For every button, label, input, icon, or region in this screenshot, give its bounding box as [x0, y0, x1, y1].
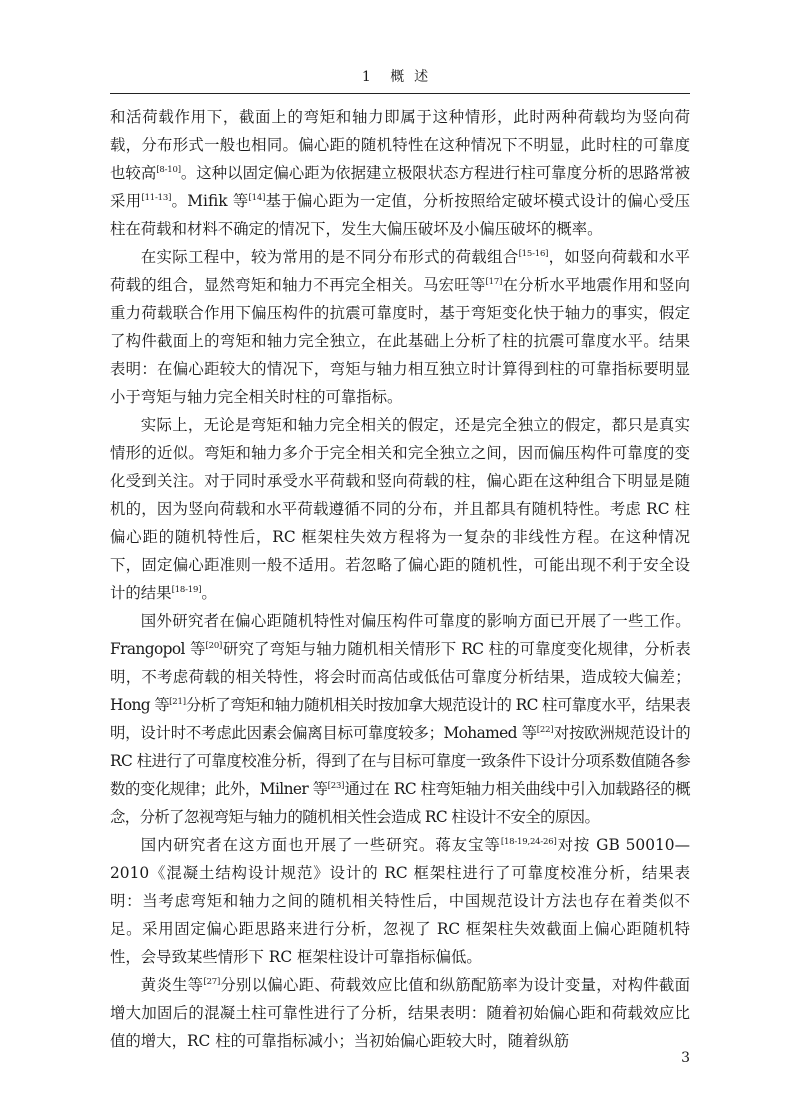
- citation-ref: [8-10]: [156, 164, 181, 175]
- paragraph-text: 分析了弯矩和轴力随机相关时按加拿大规范设计的 RC 柱可靠度水平，结果表明，设计时不考虑此因素会偏离目标可靠度较多；Mohamed 等: [110, 696, 690, 742]
- paragraph: [110, 971, 690, 1055]
- paragraph: [110, 607, 690, 831]
- paragraph-text: 。Mifik 等: [171, 192, 249, 210]
- citation-ref: [20]: [205, 640, 223, 651]
- paragraph-text: 国外研究者在偏心距随机特性对偏压构件可靠度的影响方面已开展了一些工作。Frangopol 等: [110, 612, 690, 658]
- paragraph-text: ，如竖向荷载和水平荷载的组合，显然弯矩和轴力不再完全相关。马宏旺等: [110, 248, 690, 294]
- paragraph: [110, 243, 690, 411]
- citation-ref: [15-16]: [518, 248, 549, 259]
- body-text: [110, 103, 690, 1055]
- running-header: [0, 66, 800, 86]
- paragraph-text: 基于偏心距为一定值，分析按照给定破坏模式设计的偏心受压柱在荷载和材料不确定的情况下，发生大偏压破坏及小偏压破坏的概率。: [110, 192, 690, 238]
- chapter-number: 1: [361, 69, 372, 85]
- paragraph-text: 在实际工程中，较为常用的是不同分布形式的荷载组合: [140, 248, 519, 266]
- citation-ref: [22]: [536, 724, 554, 735]
- paragraph: [110, 411, 690, 607]
- page-number: 3: [681, 1050, 690, 1066]
- citation-ref: [23]: [327, 780, 345, 791]
- citation-ref: [27]: [203, 976, 221, 987]
- paragraph-text: 通过在 RC 柱弯矩轴力相关曲线中引入加载路径的概念，分析了忽视弯矩与轴力的随机相关性会造成 RC 柱设计不安全的原因。: [110, 780, 690, 826]
- chapter-title: 概述: [390, 69, 439, 85]
- paragraph-text: 黄炎生等: [140, 976, 204, 994]
- citation-ref: [18-19]: [171, 584, 202, 595]
- paragraph-text: 对按 GB 50010—2010《混凝土结构设计规范》设计的 RC 框架柱进行了可靠度校准分析，结果表明：当考虑弯矩和轴力之间的随机相关特性后，中国规范设计方法也存在着类似不足。采用固定偏心距思路来进行分析，忽视了 RC 框架柱失效截面上偏心距随机特性，会导致某些情形下 RC 框架柱设计可靠指标偏低。: [110, 836, 690, 966]
- header-rule: [110, 93, 690, 94]
- paragraph-text: 和活荷载作用下，截面上的弯矩和轴力即属于这种情形，此时两种荷载均为竖向荷载，分布形式一般也相同。偏心距的随机特性在这种情况下不明显，此时柱的可靠度也较高: [110, 108, 690, 182]
- paragraph-text: 研究了弯矩与轴力随机相关情形下 RC 柱的可靠度变化规律，分析表明，不考虑荷载的相关特性，将会时而高估或低估可靠度分析结果，造成较大偏差；Hong 等: [110, 640, 690, 714]
- citation-ref: [21]: [169, 696, 186, 707]
- citation-ref: [14]: [248, 192, 266, 203]
- paragraph-text: 国内研究者在这方面也开展了一些研究。蒋友宝等: [140, 836, 501, 854]
- paragraph: [110, 103, 690, 243]
- paragraph: [110, 831, 690, 971]
- paragraph-text: 。: [201, 584, 217, 602]
- citation-ref: [18-19,24-26]: [500, 836, 557, 847]
- paragraph-text: 在分析水平地震作用和竖向重力荷载联合作用下偏压构件的抗震可靠度时，基于弯矩变化快于轴力的事实，假定了构件截面上的弯矩和轴力完全独立，在此基础上分析了柱的抗震可靠度水平。结果表明：在偏心距较大的情况下，弯矩与轴力相互独立时计算得到柱的可靠指标要明显小于弯矩与轴力完全相关时柱的可靠指标。: [110, 276, 690, 406]
- paragraph-text: 实际上，无论是弯矩和轴力完全相关的假定，还是完全独立的假定，都只是真实情形的近似。弯矩和轴力多介于完全相关和完全独立之间，因而偏压构件可靠度的变化受到关注。对于同时承受水平荷载和竖向荷载的柱，偏心距在这种组合下明显是随机的，因为竖向荷载和水平荷载遵循不同的分布，并且都具有随机特性。考虑 RC 柱偏心距的随机特性后，RC 框架柱失效方程将为一复杂的非线性方程。在这种情况下，固定偏心距准则一般不适用。若忽略了偏心距的随机性，可能出现不利于安全设计的结果: [110, 416, 690, 602]
- paragraph-text: 对按欧洲规范设计的 RC 柱进行了可靠度校准分析，得到了在与目标可靠度一致条件下设计分项系数值随各参数的变化规律；此外，Milner 等: [110, 724, 690, 798]
- citation-ref: [11-13]: [141, 192, 172, 203]
- paragraph-text: 分别以偏心距、荷载效应比值和纵筋配筋率为设计变量，对构件截面增大加固后的混凝土柱可靠性进行了分析，结果表明：随着初始偏心距和荷载效应比值的增大，RC 柱的可靠指标减小；当初始偏心距较大时，随着纵筋: [110, 976, 690, 1050]
- citation-ref: [17]: [485, 276, 503, 287]
- paragraph-text: 。这种以固定偏心距为依据建立极限状态方程进行柱可靠度分析的思路常被采用: [110, 164, 690, 210]
